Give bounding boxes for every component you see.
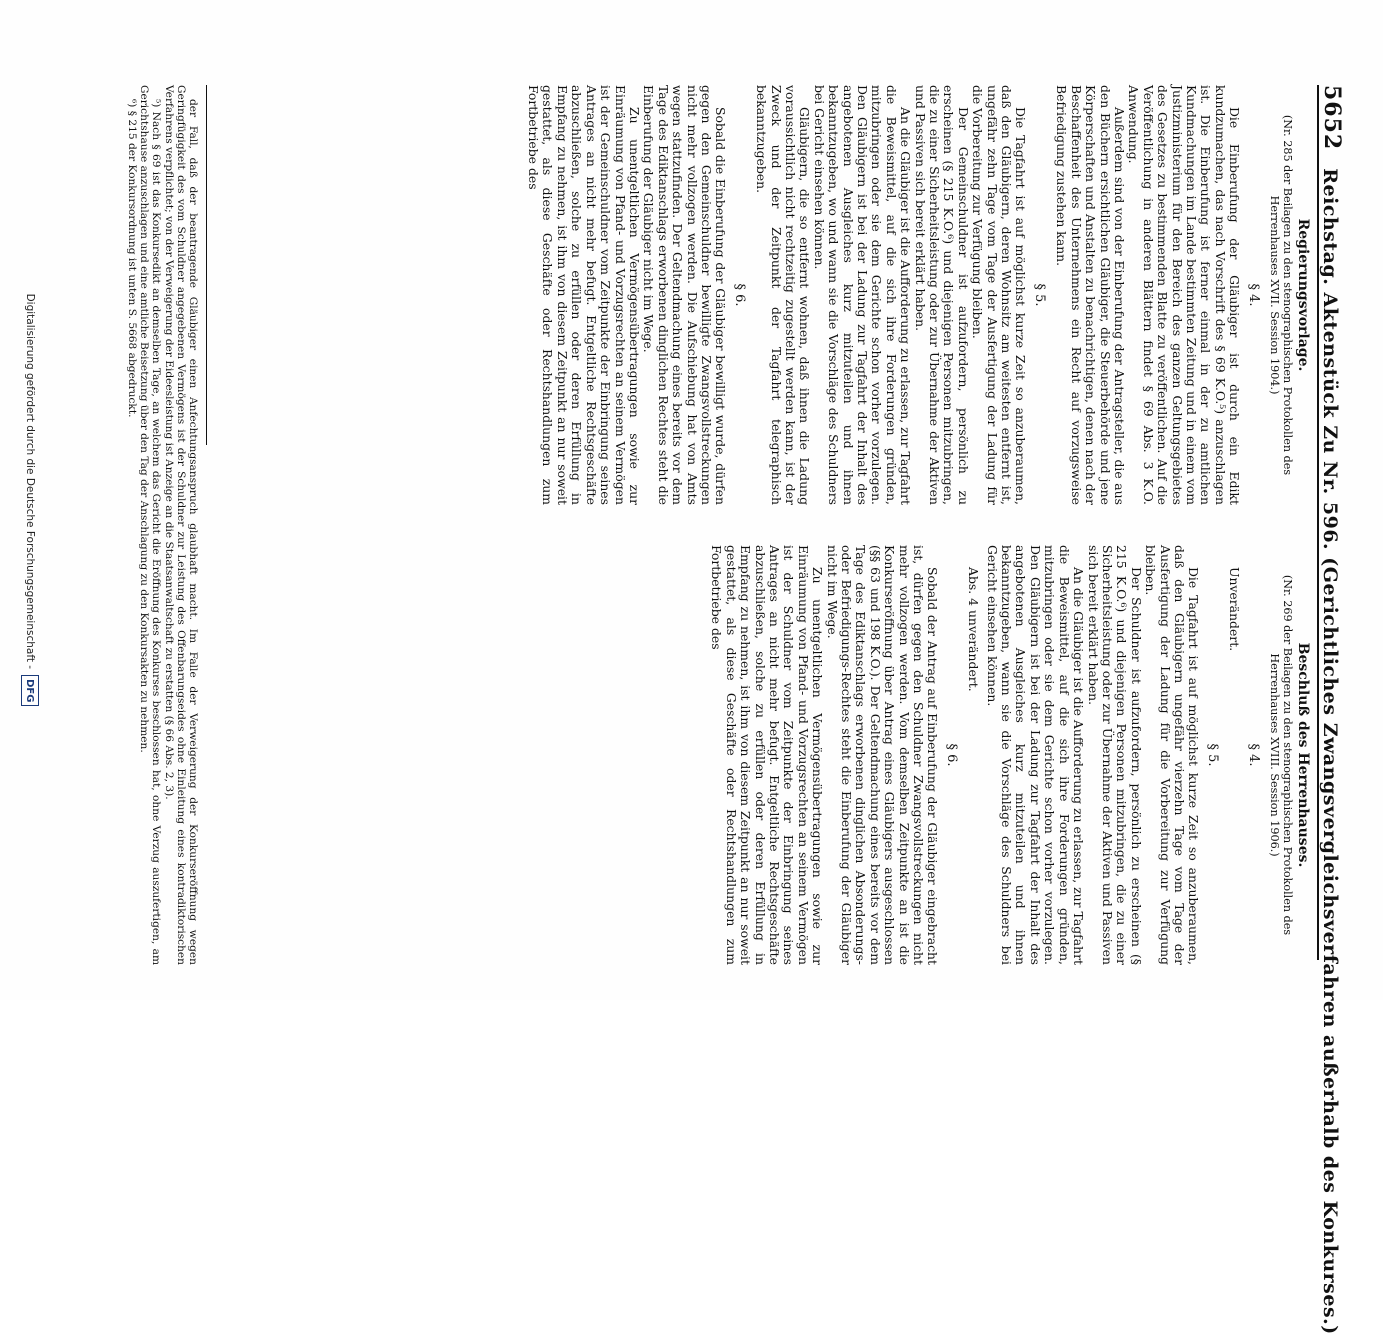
section-4-heading: § 4. [1245,743,1261,767]
page-number: 5652 [1319,85,1345,151]
footnote: ⁵) Nach § 69 ist das Konkursedikt an demselben Tage, an welchem das Gericht die Eröffnung des Konkurses beschlossen hat, ohne Verzug auszufertigen, am Gerichtshause anzuschlagen und eine amtliche Beisetzung über den Tag der Anschlagung zu den Konkursakten zu nehmen. [138,85,163,965]
paragraph: Außerdem sind von der Einberufung der Antragsteller, die aus den Büchern ersichtlichen Gläubiger, die Steuerbehörde und jene Körperschaften und Anstalten zu benachrichtigen, denen nach der Beschaffenheit des Unternehmens ein Recht auf vorzugsweise Befriedigung zustehen kann. [1054,85,1127,505]
section-4-heading: § 4. [1245,283,1261,307]
footnote-divider [206,85,207,445]
right-column-title: Beschluß des Herrenhauses. [1295,642,1311,868]
paragraph: Die Einberufung der Gläubiger ist durch ein Edikt kundzumachen, das nach Vorschrift des § 69 K.O.⁵) anzuschlagen ist. Die Einberufung ist ferner einmal in der zu amtlichen Kundmachungen im Lande bestimmten Zeitung und in einem vom Justizministerium für den Bereich des ganzen Geltungsgebietes des Gesetzes zu bestimmenden Blatte zu veröffentlichen. Auf die Veröffentlichung in anderen Blättern findet § 69 Abs. 3 K.O. Anwendung. [1126,85,1243,505]
paragraph: Sobald die Einberufung der Gläubiger bewilligt wurde, dürfen gegen den Gemeinschuldner bewilligte Zwangsvollstreckungen nicht mehr vollzogen werden. Die Aufschiebung hat von Amts wegen stattzufinden. Der Geltendmachung eines bereits vor dem Tage des Ediktanschlags erworbenen dinglichen Rechtes steht die Einberufung der Gläubiger nicht im Wege. [641,85,729,505]
section-5-heading: § 5. [1204,743,1220,767]
paragraph: Sobald der Antrag auf Einberufung der Gläubiger eingebracht ist, dürfen gegen den Schuldner Zwangsvollstreckungen nicht mehr vollzogen werden. Vom demselben Zeitpunkte an ist die Konkurseröffnung über Antrag eines Gläubigers ausgeschlossen (§§ 63 und 198 K.O.). Der Geltendmachung eines bereits vor dem Tage des Ediktanschlags erworbenen dinglichen Absonderungs- oder Befriedigungs-Rechtes steht die Einberufung der Gläubiger nicht im Wege. [824,545,941,965]
right-column-subtitle: (Nr. 269 der Beilagen zu den stenographischen Protokollen des Herrenhauses XVIII. Session 1906.) [1267,574,1294,936]
paragraph: Zu unentgeltlichen Vermögensübertragungen sowie zur Einräumung von Pfand- und Vorzugsrechten an seinem Vermögen ist der Schuldner vom Zeitpunkte der Einbringung seines Antrages an nicht mehr befugt. Entgeltliche Rechtsgeschäfte abzuschließen, solche zu erfüllen oder deren Erfüllung in Empfang zu nehmen, ist ihm von diesem Zeitpunkt an nur soweit gestattet, als diese Geschäfte oder Rechtshandlungen zum Fortbetriebe des [709,545,826,965]
paragraph: Der Gemeinschuldner ist aufzufordern, persönlich zu erscheinen (§ 215 K.O.⁶) und diejenigen Personen mitzubringen, die zu einer Sicherheitsleistung oder zur Übernahme der Aktiven und Passiven sich bereit erklärt haben. [912,85,971,505]
paragraph: Zu unentgeltlichen Vermögensübertragungen sowie zur Einräumung von Pfand- und Vorzugsrechten an seinem Vermögen ist der Gemeinschuldner vom Zeitpunkte der Einbringung seines Antrages an nicht mehr befugt. Entgeltliche Rechtsgeschäfte abzuschließen, solche zu erfüllen oder deren Erfüllung in Empfang zu nehmen, ist ihm von diesem Zeitpunkt an nur soweit gestattet, als diese Geschäfte oder Rechtshandlungen zum Fortbetriebe des [526,85,642,505]
dfg-logo: DFG [21,675,39,706]
left-column-subtitle: (Nr. 285 der Beilagen zu den stenographischen Protokollen des Herrenhauses XVII. Session 1904.) [1267,114,1294,476]
page-header [1317,85,1355,1335]
right-column-herrenhaus [709,545,1311,965]
footnote: ⁶) § 215 der Konkursordnung ist unten S. 5668 abgedruckt. [125,99,138,418]
left-column-title: Regierungsvorlage. [1295,218,1311,372]
footnotes [126,85,199,965]
paragraph: Die Tagfahrt ist auf möglichst kurze Zeit so anzuberaumen, daß den Gläubigern ungefähr vierzehn Tage vom Tage der Ausfertigung der Ladung für die Vorbereitung zur Verfügung bleiben. [1143,545,1202,965]
credit-text: Digitalisierung gefördert durch die Deutsche Forschungsgemeinschaft - [24,293,36,670]
left-column-regierungsvorlage [526,85,1311,505]
footnote: der Fall, daß der beantragende Gläubiger einen Anfechtungsanspruch glaubhaft macht. Im Falle der Verweigerung der Konkurseröffnung wegen Geringfügigkeit des vom Schuldner angegebenen Vermögens ist der Schuldner zur Leistung des Offenbarungseides ohne Einleitung eines kontradiktorischen Verfahrens verpflichtet; von der Verweigerung der Eideesleistung ist Anzeige an die Staatsanwaltschaft zu erstatten (§ 66 Abs. 2, 3). [162,85,199,965]
paragraph: Gläubigern, die so entfernt wohnen, daß ihnen die Ladung voraussichtlich nicht rechtzeitig zugestellt werden kann, ist der Zweck und der Zeitpunkt der Tagfahrt telegraphisch bekanntzugeben. [754,85,813,505]
section-6-heading: § 6. [943,743,959,767]
digitization-credit [17,0,43,1000]
paragraph: Der Schuldner ist aufzufordern, persönlich zu erscheinen (§ 215 K.O.⁶) und diejenigen Personen mitzubringen, die zu einer Sicherheitsleistung oder zur Übernahme der Aktiven und Passiven sich bereit erklärt haben. [1085,545,1144,965]
paragraph: An die Gläubiger ist die Aufforderung zu erlassen, zur Tagfahrt die Beweismittel, auf die sich ihre Forderungen gründen, mitzubringen oder sie dem Gerichte schon vorher vorzulegen. Den Gläubigern ist bei der Ladung zur Tagfahrt der Inhalt des angebotenen Ausgleiches kurz mitzuteilen und ihnen bekanntzugeben, wann sie die Vorschläge des Schuldners bei Gericht einsehen können. [984,545,1087,965]
paragraph: An die Gläubiger ist die Aufforderung zu erlassen, zur Tagfahrt die Beweismittel, auf die sich ihre Forderungen gründen, mitzubringen oder sie dem Gerichte schon vorher vorzulegen. Den Gläubigern ist bei der Ladung zur Tagfahrt der Inhalt des angebotenen Ausgleiches kurz mitzuteilen und ihnen bekanntzugeben, wo und wann sie die Vorschläge des Schuldners bei Gericht einsehen können. [811,85,914,505]
section-6-heading: § 6. [731,283,747,307]
unchanged-note: Unverändert. [1227,567,1243,652]
section-5-heading: § 5. [1031,283,1047,307]
page-title: Reichstag. Aktenstück Zu Nr. 596. (Gerichtliches Zwangsvergleichsverfahren außerhalb des Konkurses.) [1319,168,1341,1335]
paragraph: Die Tagfahrt ist auf möglichst kurze Zeit so anzuberaumen, daß den Gläubigern, deren Wohnsitz am weitesten entfernt ist, ungefähr zehn Tage vom Tage der Ausfertigung der Ladung für die Vorbereitung zur Verfügung bleiben. [970,85,1029,505]
unchanged-note: Abs. 4 unverändert. [966,567,982,692]
